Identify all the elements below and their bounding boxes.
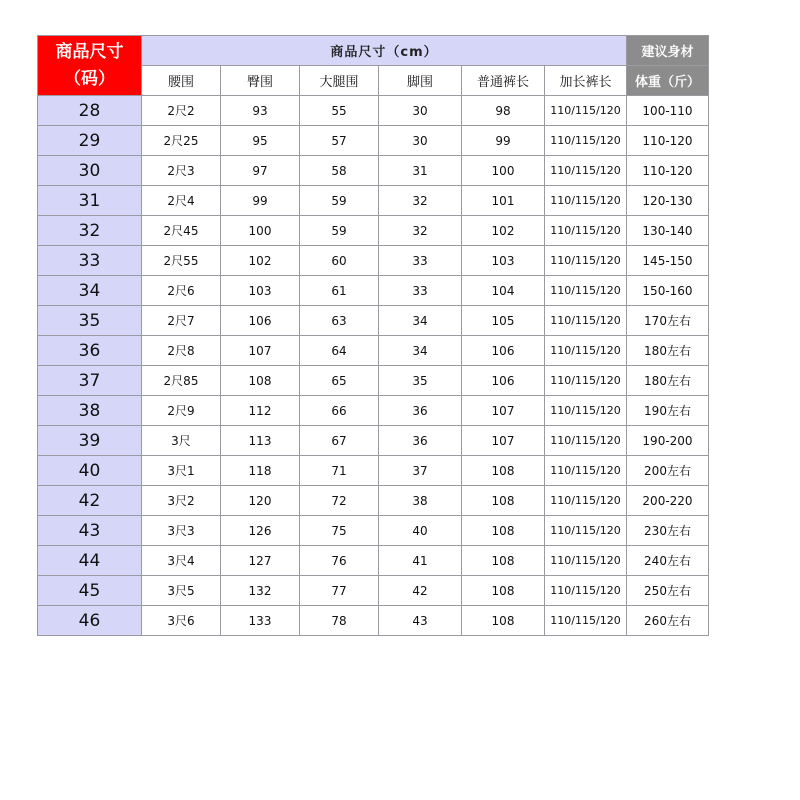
leg-opening-cell: 35 <box>379 366 462 396</box>
leg-opening-cell: 37 <box>379 456 462 486</box>
weight-cell: 250左右 <box>627 576 709 606</box>
weight-cell: 130-140 <box>627 216 709 246</box>
table-row <box>38 306 709 336</box>
size-cell: 44 <box>38 546 142 576</box>
size-cell: 29 <box>38 126 142 156</box>
table-row <box>38 216 709 246</box>
hip-cell: 102 <box>221 246 300 276</box>
hip-cell: 120 <box>221 486 300 516</box>
thigh-cell: 63 <box>300 306 379 336</box>
hip-cell: 133 <box>221 606 300 636</box>
weight-cell: 190-200 <box>627 426 709 456</box>
size-cell: 45 <box>38 576 142 606</box>
thigh-cell: 77 <box>300 576 379 606</box>
waist-cell: 3尺 <box>142 426 221 456</box>
weight-cell: 170左右 <box>627 306 709 336</box>
hip-cell: 97 <box>221 156 300 186</box>
table-row <box>38 366 709 396</box>
long-length-cell: 110/115/120 <box>545 546 627 576</box>
waist-cell: 2尺3 <box>142 156 221 186</box>
table-row <box>38 156 709 186</box>
table-row <box>38 336 709 366</box>
long-length-cell: 110/115/120 <box>545 276 627 306</box>
size-header-line1: 商品尺寸 <box>55 41 124 62</box>
weight-cell: 145-150 <box>627 246 709 276</box>
size-header-line2: （码） <box>64 68 115 89</box>
weight-cell: 120-130 <box>627 186 709 216</box>
thigh-cell: 67 <box>300 426 379 456</box>
leg-opening-cell: 32 <box>379 216 462 246</box>
waist-cell: 3尺5 <box>142 576 221 606</box>
leg-opening-cell: 42 <box>379 576 462 606</box>
hip-cell: 103 <box>221 276 300 306</box>
hip-cell: 99 <box>221 186 300 216</box>
table-row <box>38 606 709 636</box>
thigh-cell: 61 <box>300 276 379 306</box>
weight-cell: 110-120 <box>627 126 709 156</box>
table-row <box>38 96 709 126</box>
regular-length-cell: 108 <box>462 486 545 516</box>
waist-cell: 3尺2 <box>142 486 221 516</box>
weight-cell: 200左右 <box>627 456 709 486</box>
leg-opening-cell: 33 <box>379 276 462 306</box>
long-length-cell: 110/115/120 <box>545 156 627 186</box>
size-cell: 36 <box>38 336 142 366</box>
thigh-cell: 71 <box>300 456 379 486</box>
size-cell: 43 <box>38 516 142 546</box>
size-cell: 33 <box>38 246 142 276</box>
leg-opening-cell: 30 <box>379 96 462 126</box>
header-row-top <box>38 36 709 66</box>
waist-cell: 2尺4 <box>142 186 221 216</box>
thigh-cell: 78 <box>300 606 379 636</box>
leg-opening-cell: 43 <box>379 606 462 636</box>
long-length-cell: 110/115/120 <box>545 246 627 276</box>
size-cell: 34 <box>38 276 142 306</box>
measurements-group-header: 商品尺寸（cm） <box>142 36 627 66</box>
weight-cell: 230左右 <box>627 516 709 546</box>
weight-cell: 200-220 <box>627 486 709 516</box>
size-header-cell <box>38 36 142 96</box>
suggested-body-header: 建议身材 <box>627 36 709 66</box>
regular-length-cell: 104 <box>462 276 545 306</box>
table-row <box>38 186 709 216</box>
waist-cell: 2尺8 <box>142 336 221 366</box>
table-row <box>38 246 709 276</box>
long-length-cell: 110/115/120 <box>545 306 627 336</box>
leg-opening-cell: 33 <box>379 246 462 276</box>
regular-length-cell: 98 <box>462 96 545 126</box>
hip-cell: 126 <box>221 516 300 546</box>
waist-cell: 3尺4 <box>142 546 221 576</box>
regular-length-cell: 102 <box>462 216 545 246</box>
column-header-weight: 体重（斤） <box>627 66 709 96</box>
regular-length-cell: 105 <box>462 306 545 336</box>
size-cell: 31 <box>38 186 142 216</box>
thigh-cell: 59 <box>300 186 379 216</box>
size-cell: 32 <box>38 216 142 246</box>
hip-cell: 112 <box>221 396 300 426</box>
table-row <box>38 546 709 576</box>
weight-cell: 180左右 <box>627 336 709 366</box>
long-length-cell: 110/115/120 <box>545 606 627 636</box>
size-chart-table <box>37 35 709 636</box>
regular-length-cell: 108 <box>462 516 545 546</box>
leg-opening-cell: 41 <box>379 546 462 576</box>
hip-cell: 95 <box>221 126 300 156</box>
size-cell: 42 <box>38 486 142 516</box>
thigh-cell: 64 <box>300 336 379 366</box>
waist-cell: 2尺45 <box>142 216 221 246</box>
table-row <box>38 426 709 456</box>
hip-cell: 108 <box>221 366 300 396</box>
long-length-cell: 110/115/120 <box>545 486 627 516</box>
column-header-hip: 臀围 <box>221 66 300 96</box>
thigh-cell: 60 <box>300 246 379 276</box>
long-length-cell: 110/115/120 <box>545 516 627 546</box>
hip-cell: 132 <box>221 576 300 606</box>
regular-length-cell: 107 <box>462 426 545 456</box>
waist-cell: 2尺85 <box>142 366 221 396</box>
long-length-cell: 110/115/120 <box>545 426 627 456</box>
table-row <box>38 456 709 486</box>
size-cell: 46 <box>38 606 142 636</box>
waist-cell: 3尺3 <box>142 516 221 546</box>
waist-cell: 2尺6 <box>142 276 221 306</box>
regular-length-cell: 100 <box>462 156 545 186</box>
regular-length-cell: 108 <box>462 546 545 576</box>
table-row <box>38 276 709 306</box>
leg-opening-cell: 34 <box>379 336 462 366</box>
long-length-cell: 110/115/120 <box>545 396 627 426</box>
hip-cell: 106 <box>221 306 300 336</box>
hip-cell: 113 <box>221 426 300 456</box>
long-length-cell: 110/115/120 <box>545 366 627 396</box>
thigh-cell: 57 <box>300 126 379 156</box>
waist-cell: 3尺6 <box>142 606 221 636</box>
long-length-cell: 110/115/120 <box>545 336 627 366</box>
size-cell: 38 <box>38 396 142 426</box>
hip-cell: 107 <box>221 336 300 366</box>
table-row <box>38 126 709 156</box>
table-row <box>38 486 709 516</box>
thigh-cell: 59 <box>300 216 379 246</box>
leg-opening-cell: 32 <box>379 186 462 216</box>
waist-cell: 2尺9 <box>142 396 221 426</box>
column-header-leg-opening: 脚围 <box>379 66 462 96</box>
leg-opening-cell: 30 <box>379 126 462 156</box>
regular-length-cell: 99 <box>462 126 545 156</box>
regular-length-cell: 106 <box>462 366 545 396</box>
size-cell: 37 <box>38 366 142 396</box>
size-cell: 39 <box>38 426 142 456</box>
hip-cell: 127 <box>221 546 300 576</box>
leg-opening-cell: 38 <box>379 486 462 516</box>
regular-length-cell: 103 <box>462 246 545 276</box>
leg-opening-cell: 40 <box>379 516 462 546</box>
regular-length-cell: 107 <box>462 396 545 426</box>
regular-length-cell: 106 <box>462 336 545 366</box>
leg-opening-cell: 34 <box>379 306 462 336</box>
column-header-waist: 腰围 <box>142 66 221 96</box>
weight-cell: 190左右 <box>627 396 709 426</box>
long-length-cell: 110/115/120 <box>545 126 627 156</box>
long-length-cell: 110/115/120 <box>545 456 627 486</box>
size-cell: 35 <box>38 306 142 336</box>
long-length-cell: 110/115/120 <box>545 576 627 606</box>
thigh-cell: 55 <box>300 96 379 126</box>
hip-cell: 118 <box>221 456 300 486</box>
column-header-regular-length: 普通裤长 <box>462 66 545 96</box>
weight-cell: 240左右 <box>627 546 709 576</box>
thigh-cell: 72 <box>300 486 379 516</box>
size-cell: 30 <box>38 156 142 186</box>
table-row <box>38 396 709 426</box>
table-row <box>38 576 709 606</box>
regular-length-cell: 108 <box>462 576 545 606</box>
long-length-cell: 110/115/120 <box>545 96 627 126</box>
table-row <box>38 516 709 546</box>
long-length-cell: 110/115/120 <box>545 186 627 216</box>
thigh-cell: 58 <box>300 156 379 186</box>
column-header-long-length: 加长裤长 <box>545 66 627 96</box>
waist-cell: 3尺1 <box>142 456 221 486</box>
thigh-cell: 76 <box>300 546 379 576</box>
hip-cell: 100 <box>221 216 300 246</box>
waist-cell: 2尺55 <box>142 246 221 276</box>
column-header-thigh: 大腿围 <box>300 66 379 96</box>
weight-cell: 110-120 <box>627 156 709 186</box>
waist-cell: 2尺25 <box>142 126 221 156</box>
waist-cell: 2尺7 <box>142 306 221 336</box>
weight-cell: 180左右 <box>627 366 709 396</box>
regular-length-cell: 108 <box>462 456 545 486</box>
size-cell: 28 <box>38 96 142 126</box>
thigh-cell: 66 <box>300 396 379 426</box>
hip-cell: 93 <box>221 96 300 126</box>
size-cell: 40 <box>38 456 142 486</box>
regular-length-cell: 101 <box>462 186 545 216</box>
leg-opening-cell: 36 <box>379 396 462 426</box>
weight-cell: 100-110 <box>627 96 709 126</box>
weight-cell: 260左右 <box>627 606 709 636</box>
thigh-cell: 65 <box>300 366 379 396</box>
weight-cell: 150-160 <box>627 276 709 306</box>
leg-opening-cell: 31 <box>379 156 462 186</box>
waist-cell: 2尺2 <box>142 96 221 126</box>
leg-opening-cell: 36 <box>379 426 462 456</box>
thigh-cell: 75 <box>300 516 379 546</box>
regular-length-cell: 108 <box>462 606 545 636</box>
long-length-cell: 110/115/120 <box>545 216 627 246</box>
